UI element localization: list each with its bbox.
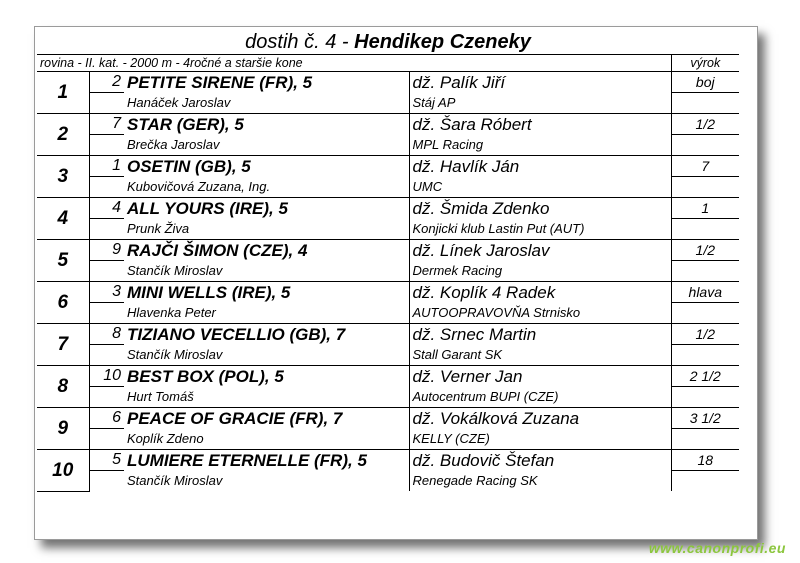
- empty-cell: [89, 471, 124, 492]
- finish-position: 1: [37, 72, 89, 114]
- start-number: 2: [89, 72, 124, 93]
- result-margin: 1/2: [671, 114, 739, 135]
- empty-cell: [671, 135, 739, 156]
- empty-cell: [671, 93, 739, 114]
- trainer-name: Hlavenka Peter: [124, 303, 409, 324]
- table-row: [37, 387, 739, 408]
- jockey-name: dž. Šmida Zdenko: [409, 198, 671, 219]
- finish-position: 5: [37, 240, 89, 282]
- empty-cell: [671, 219, 739, 240]
- race-prefix: dostih č. 4 -: [245, 30, 349, 53]
- finish-position: 10: [37, 450, 89, 492]
- start-number: 9: [89, 240, 124, 261]
- table-row: [37, 198, 739, 219]
- start-number: 4: [89, 198, 124, 219]
- owner-name: KELLY (CZE): [409, 429, 671, 450]
- empty-cell: [89, 345, 124, 366]
- empty-cell: [89, 93, 124, 114]
- empty-cell: [89, 429, 124, 450]
- owner-name: Stall Garant SK: [409, 345, 671, 366]
- table-row: [37, 93, 739, 114]
- empty-cell: [89, 261, 124, 282]
- jockey-name: dž. Srnec Martin: [409, 324, 671, 345]
- owner-name: MPL Racing: [409, 135, 671, 156]
- table-row: [37, 282, 739, 303]
- owner-name: Konjicki klub Lastin Put (AUT): [409, 219, 671, 240]
- empty-cell: [671, 261, 739, 282]
- trainer-name: Koplík Zdeno: [124, 429, 409, 450]
- empty-cell: [671, 177, 739, 198]
- start-number: 3: [89, 282, 124, 303]
- race-conditions: rovina - II. kat. - 2000 m - 4ročné a staršie kone: [37, 55, 671, 72]
- empty-cell: [671, 471, 739, 492]
- result-margin: 18: [671, 450, 739, 471]
- result-margin: 3 1/2: [671, 408, 739, 429]
- empty-cell: [671, 387, 739, 408]
- table-row: [37, 72, 739, 93]
- table-row: [37, 135, 739, 156]
- start-number: 10: [89, 366, 124, 387]
- table-row: [37, 240, 739, 261]
- finish-position: 4: [37, 198, 89, 240]
- jockey-name: dž. Palík Jiří: [409, 72, 671, 93]
- start-number: 7: [89, 114, 124, 135]
- owner-name: UMC: [409, 177, 671, 198]
- empty-cell: [671, 345, 739, 366]
- owner-name: Autocentrum BUPI (CZE): [409, 387, 671, 408]
- trainer-name: Kubovičová Zuzana, Ing.: [124, 177, 409, 198]
- jockey-name: dž. Línek Jaroslav: [409, 240, 671, 261]
- empty-cell: [671, 429, 739, 450]
- table-row: [37, 177, 739, 198]
- vyrok-header: výrok: [671, 55, 739, 72]
- horse-name: LUMIERE ETERNELLE (FR), 5: [124, 450, 409, 471]
- start-number: 5: [89, 450, 124, 471]
- jockey-name: dž. Havlík Ján: [409, 156, 671, 177]
- horse-name: MINI WELLS (IRE), 5: [124, 282, 409, 303]
- trainer-name: Prunk Živa: [124, 219, 409, 240]
- table-row: [37, 303, 739, 324]
- finish-position: 3: [37, 156, 89, 198]
- owner-name: AUTOOPRAVOVŇA Strnisko: [409, 303, 671, 324]
- jockey-name: dž. Šara Róbert: [409, 114, 671, 135]
- finish-position: 6: [37, 282, 89, 324]
- empty-cell: [89, 135, 124, 156]
- table-row: [37, 345, 739, 366]
- table-row: [37, 471, 739, 492]
- horse-name: RAJČI ŠIMON (CZE), 4: [124, 240, 409, 261]
- results-card: [34, 26, 758, 540]
- result-margin: boj: [671, 72, 739, 93]
- start-number: 1: [89, 156, 124, 177]
- trainer-name: Brečka Jaroslav: [124, 135, 409, 156]
- owner-name: Renegade Racing SK: [409, 471, 671, 492]
- result-margin: 1: [671, 198, 739, 219]
- table-row: [37, 429, 739, 450]
- empty-cell: [89, 219, 124, 240]
- empty-cell: [89, 177, 124, 198]
- table-row: [37, 366, 739, 387]
- horse-name: PEACE OF GRACIE (FR), 7: [124, 408, 409, 429]
- result-margin: 1/2: [671, 324, 739, 345]
- horse-name: OSETIN (GB), 5: [124, 156, 409, 177]
- empty-cell: [89, 387, 124, 408]
- horse-name: ALL YOURS (IRE), 5: [124, 198, 409, 219]
- start-number: 6: [89, 408, 124, 429]
- jockey-name: dž. Verner Jan: [409, 366, 671, 387]
- table-row: [37, 114, 739, 135]
- race-results-table: [37, 29, 739, 492]
- trainer-name: Hanáček Jaroslav: [124, 93, 409, 114]
- table-row: [37, 450, 739, 471]
- finish-position: 7: [37, 324, 89, 366]
- jockey-name: dž. Vokálková Zuzana: [409, 408, 671, 429]
- race-title: [37, 29, 739, 55]
- race-name: Hendikep Czeneky: [354, 30, 531, 53]
- table-row: [37, 324, 739, 345]
- result-margin: 7: [671, 156, 739, 177]
- horse-name: TIZIANO VECELLIO (GB), 7: [124, 324, 409, 345]
- empty-cell: [671, 303, 739, 324]
- table-row: [37, 156, 739, 177]
- owner-name: Dermek Racing: [409, 261, 671, 282]
- jockey-name: dž. Budovič Štefan: [409, 450, 671, 471]
- horse-name: BEST BOX (POL), 5: [124, 366, 409, 387]
- finish-position: 2: [37, 114, 89, 156]
- table-row: [37, 219, 739, 240]
- owner-name: Stáj AP: [409, 93, 671, 114]
- table-row: [37, 261, 739, 282]
- result-margin: 2 1/2: [671, 366, 739, 387]
- trainer-name: Stančík Miroslav: [124, 261, 409, 282]
- trainer-name: Stančík Miroslav: [124, 345, 409, 366]
- result-margin: hlava: [671, 282, 739, 303]
- horse-name: STAR (GER), 5: [124, 114, 409, 135]
- watermark: www.canonprofi.eu: [648, 540, 786, 556]
- finish-position: 9: [37, 408, 89, 450]
- table-row: [37, 408, 739, 429]
- empty-cell: [89, 303, 124, 324]
- finish-position: 8: [37, 366, 89, 408]
- jockey-name: dž. Koplík 4 Radek: [409, 282, 671, 303]
- result-margin: 1/2: [671, 240, 739, 261]
- trainer-name: Stančík Miroslav: [124, 471, 409, 492]
- horse-name: PETITE SIRENE (FR), 5: [124, 72, 409, 93]
- start-number: 8: [89, 324, 124, 345]
- trainer-name: Hurt Tomáš: [124, 387, 409, 408]
